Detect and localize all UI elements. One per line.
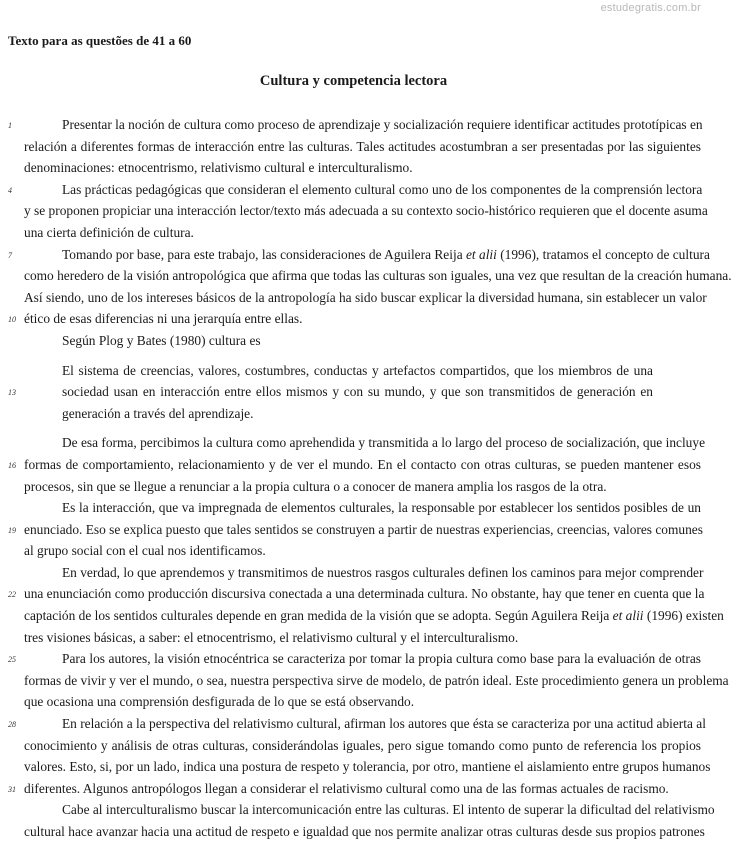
- line-text: Cabe al interculturalismo buscar la intercomunicación entre las culturas. El intento de superar la dificultad del relativismo: [62, 802, 715, 818]
- text-line: [0, 179, 707, 201]
- text-line: [0, 244, 710, 266]
- line-text: Según Plog y Bates (1980) cultura es: [62, 332, 261, 348]
- text-line: [0, 497, 707, 519]
- line-text: generación a través del aprendizaje.: [62, 405, 254, 421]
- line-text: sociedad usan en interacción entre ellos mismos y con su mundo, y que son transmitidos de generación en: [62, 384, 653, 400]
- line-text: Es la interacción, que va impregnada de elementos culturales, la responsable por establecer los sentidos posibles de un: [62, 500, 701, 516]
- text-line: [0, 713, 707, 735]
- text-line: [0, 222, 707, 244]
- line-number: 22: [8, 590, 16, 600]
- text-line: [0, 330, 707, 352]
- line-number: 13: [8, 388, 16, 398]
- text-line: [0, 114, 707, 136]
- text-line: [0, 136, 707, 158]
- line-number: 16: [8, 460, 16, 470]
- text-line: [0, 583, 707, 605]
- line-number: 7: [8, 250, 12, 260]
- line-text: formas de comportamiento, relacionamiento y de ver el mundo. En el contacto con otras culturas, se pueden mantener esos: [24, 456, 701, 472]
- text-line: [0, 454, 707, 476]
- text-line: [0, 287, 707, 309]
- line-text: una cierta definición de cultura.: [24, 224, 194, 240]
- line-text-part: (1996), tratamos el concepto de cultura: [496, 246, 710, 262]
- line-text: que ocasiona una comprensión desfigurada de lo que se está observando.: [24, 694, 415, 710]
- line-number: 10: [8, 315, 16, 325]
- text-line: [0, 648, 707, 670]
- line-text: procesos, sin que se llegue a renunciar a la propia cultura o a conocer de manera amplia los rasgos de la otra.: [24, 478, 607, 494]
- line-text: ético de esas diferencias ni una jerarquía entre ellas.: [24, 311, 303, 327]
- text-title: Cultura y competencia lectora: [259, 73, 448, 89]
- line-text: De esa forma, percibimos la cultura como aprehendida y transmitida a lo largo del proceso de socialización, que incluye: [62, 435, 706, 451]
- text-line: [0, 691, 707, 713]
- text-line: [0, 799, 715, 821]
- line-text-part: (1996) existen: [643, 608, 724, 624]
- line-text: enunciado. Eso se explica puesto que tales sentidos se construyen a partir de nuestras experiencias, creencias, valores comunes: [24, 521, 703, 537]
- text-line: [0, 821, 707, 843]
- text-line: [0, 756, 711, 778]
- line-text: como heredero de la visión antropológica que afirma que todas las culturas son iguales, una vez que resultan de la creación humana.: [24, 268, 732, 284]
- text-line: [0, 360, 707, 382]
- text-line: [0, 735, 707, 757]
- line-number: 4: [8, 185, 12, 195]
- text-line: [0, 403, 707, 425]
- text-line: [0, 200, 707, 222]
- text-line: [0, 476, 707, 498]
- line-text: Para los autores, la visión etnocéntrica se caracteriza por tomar la propia cultura como base para la evaluación de otras: [62, 651, 701, 667]
- text-line: [0, 670, 729, 692]
- line-text: En verdad, lo que aprendemos y transmitimos de nuestros rasgos culturales definen los caminos para mejor comprender: [62, 564, 704, 580]
- text-line: [0, 432, 707, 454]
- line-text: tres visiones básicas, a saber: el etnocentrismo, el relativismo cultural y el interculturalismo.: [24, 629, 519, 645]
- text-line: [0, 540, 707, 562]
- line-number: 31: [8, 784, 16, 794]
- section-heading: Texto para as questões de 41 a 60: [8, 33, 192, 48]
- line-text: relación a diferentes formas de interacción entre las culturas. Tales actitudes acostumbran a ser presentadas por las siguientes: [24, 138, 701, 154]
- line-number: 25: [8, 655, 16, 665]
- line-text: En relación a la perspectiva del relativismo cultural, afirman los autores que ésta se caracteriza por una actitud abierta al: [62, 716, 706, 732]
- text-line: [0, 519, 707, 541]
- line-text: Presentar la noción de cultura como proceso de aprendizaje y socialización requiere identificar actitudes prototípicas en: [62, 117, 703, 132]
- line-text: valores. Esto, si, por un lado, indica una postura de respeto y tolerancia, por otro, mantiene el aislamiento entre grupos humanos: [24, 759, 711, 775]
- text-line: [0, 778, 707, 800]
- line-text-part: Tomando por base, para este trabajo, las consideraciones de Aguilera Reija: [62, 246, 466, 262]
- line-text: diferentes. Algunos antropólogos llegan a considerar el relativismo cultural como una de las formas actuales de racismo.: [24, 780, 669, 796]
- line-text: cultural hace avanzar hacia una actitud de respeto e igualdad que nos permite analizar otras culturas desde sus propios patrones: [24, 824, 705, 839]
- watermark: estudegratis.com.br: [600, 2, 701, 14]
- line-number: 28: [8, 720, 16, 730]
- italic-citation: et alii: [612, 608, 644, 624]
- text-line: [0, 308, 707, 330]
- text-body: [0, 114, 732, 843]
- line-text: conocimiento y análisis de otras culturas, considerándolas iguales, pero sigue tomando como punto de referencia los propios: [24, 737, 701, 753]
- line-number: 1: [8, 121, 12, 130]
- text-line: [0, 265, 732, 287]
- line-text: y se proponen propiciar una interacción lector/texto más adecuada a su contexto socio-histórico requieren que el docente asuma: [24, 203, 708, 219]
- text-line: [0, 562, 707, 584]
- text-line: [0, 605, 724, 627]
- line-text: denominaciones: etnocentrismo, relativismo cultural e interculturalismo.: [24, 160, 413, 176]
- line-text: al grupo social con el cual nos identificamos.: [24, 543, 266, 559]
- line-number: 19: [8, 525, 16, 535]
- line-text: [24, 605, 724, 627]
- italic-citation: et alii: [465, 246, 497, 262]
- line-text: una enunciación como producción discursiva conectada a una determinada cultura. No obstante, hay que tener en cuenta que la: [24, 586, 705, 602]
- text-line: [0, 157, 707, 179]
- line-text: [62, 244, 710, 266]
- line-text: Las prácticas pedagógicas que consideran el elemento cultural como uno de los componentes de la comprensión lectora: [62, 181, 703, 197]
- line-text: El sistema de creencias, valores, costumbres, conductas y artefactos compartidos, que los miembros de una: [62, 362, 653, 378]
- line-text: Así siendo, uno de los intereses básicos de la antropología ha sido buscar explicar la diversidad humana, sin establecer un valor: [24, 289, 707, 305]
- text-line: [0, 627, 707, 649]
- text-line: [0, 381, 707, 403]
- line-text: formas de vivir y ver el mundo, o sea, nuestra perspectiva sirve de modelo, de patrón ideal. Este procedimiento genera un problema: [24, 672, 729, 688]
- line-text-part: captación de los sentidos culturales depende en gran medida de la visión que se adopta. Según Aguilera Reija: [24, 608, 613, 624]
